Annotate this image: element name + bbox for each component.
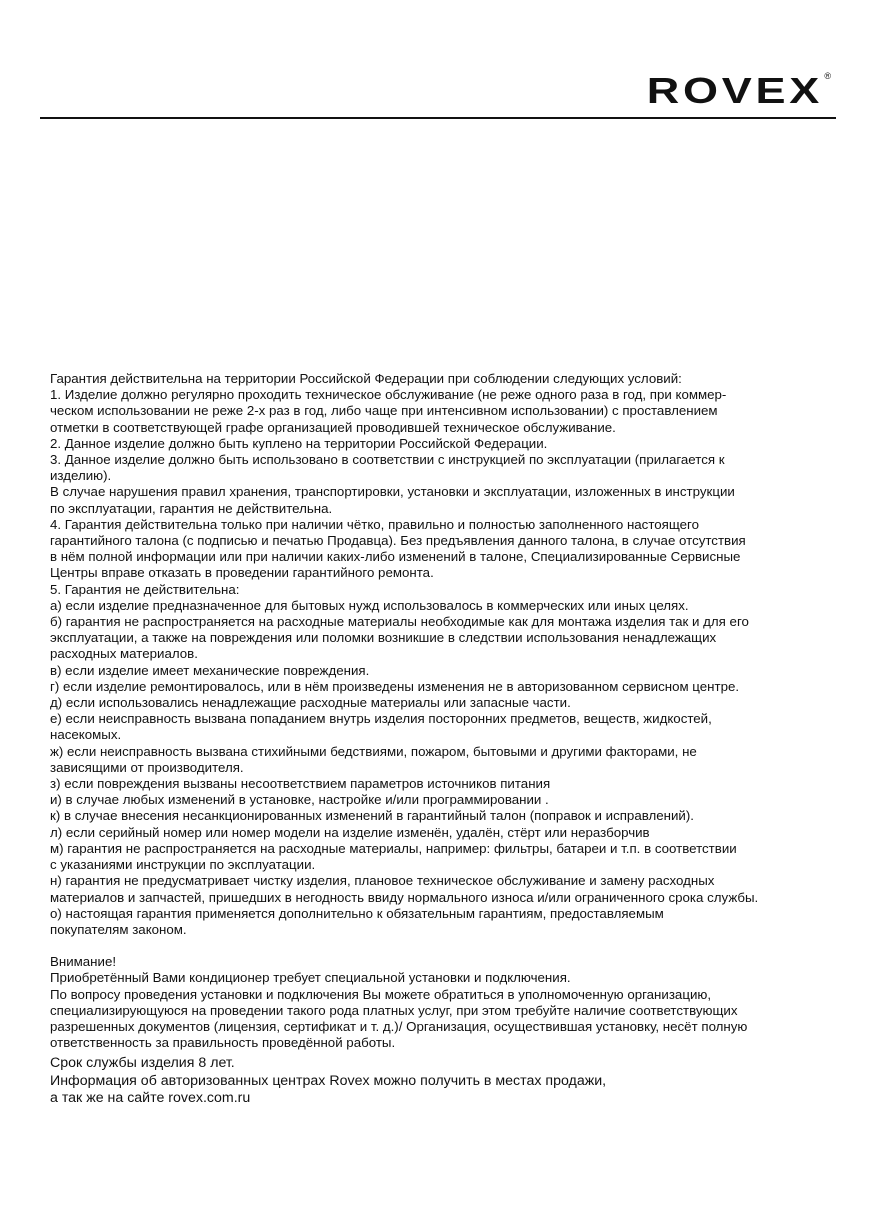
text-line: д) если использовались ненадлежащие расходные материалы или запасные части. <box>50 695 571 711</box>
text-line: о) настоящая гарантия применяется дополнительно к обязательным гарантиям, предоставляемым <box>50 905 664 921</box>
text-line: 4. Гарантия действительна только при наличии чётко, правильно и полностью заполненного настоящего <box>50 516 700 532</box>
text-line: покупателям законом. <box>50 921 187 937</box>
text-line: материалов и запчастей, пришедших в негодность ввиду нормального износа и/или ограниченного срока службы. <box>50 889 759 905</box>
text-line: ответственность за правильность проведённой работы. <box>50 1035 396 1051</box>
text-line: и) в случае любых изменений в установке, настройке и/или программировании . <box>50 792 549 808</box>
text-line: изделию). <box>50 468 112 484</box>
attention-heading: Внимание! <box>50 954 117 970</box>
text-line: по эксплуатации, гарантия не действительна. <box>50 500 333 516</box>
attention-notice <box>50 954 850 1051</box>
text-line: 5. Гарантия не действительна: <box>50 581 240 597</box>
text-line: 2. Данное изделие должно быть куплено на территории Российской Федерации. <box>50 435 548 451</box>
text-line: г) если изделие ремонтировалось, или в нём произведены изменения не в авторизованном сервисном центре. <box>50 678 740 694</box>
text-line: 3. Данное изделие должно быть использовано в соответствии с инструкцией по эксплуатации (прилагается к <box>50 452 725 468</box>
document-body <box>50 371 850 1108</box>
text-line: н) гарантия не предусматривает чистку изделия, плановое техническое обслуживание и замену расходных <box>50 873 715 889</box>
text-line: 1. Изделие должно регулярно проходить техническое обслуживание (не реже одного раза в год, при коммер- <box>50 387 727 403</box>
text-line: в) если изделие имеет механические повреждения. <box>50 662 370 678</box>
website-line: а так же на сайте rovex.com.ru <box>50 1090 251 1107</box>
text-line: В случае нарушения правил хранения, транспортировки, установки и эксплуатации, изложенных в инструкции <box>50 484 735 500</box>
text-line: в нём полной информации или при наличии каких-либо изменений в талоне, Специализированные Сервисные <box>50 549 741 565</box>
text-line: е) если неисправность вызвана попаданием внутрь изделия посторонних предметов, веществ, жидкостей, <box>50 711 712 727</box>
warranty-conditions <box>50 371 850 938</box>
text-line: специализирующуюся на проведении такого рода платных услуг, при этом требуйте наличие соответствующих <box>50 1002 738 1018</box>
text-line: расходных материалов. <box>50 646 198 662</box>
text-line: насекомых. <box>50 727 122 743</box>
logo-text: ROVEX <box>647 70 824 111</box>
text-line: б) гарантия не распространяется на расходные материалы необходимые как для монтажа изделия так и для его <box>50 614 749 630</box>
text-line: Приобретённый Вами кондиционер требует специальной установки и подключения. <box>50 970 571 986</box>
text-line: с указаниями инструкции по эксплуатации. <box>50 857 316 873</box>
service-info <box>50 1055 850 1108</box>
text-line: а) если изделие предназначенное для бытовых нужд использовалось в коммерческих или иных целях. <box>50 597 689 613</box>
text-line: Информация об авторизованных центрах Rovex можно получить в местах продажи, <box>50 1072 607 1089</box>
rovex-logo <box>647 70 831 111</box>
text-line: эксплуатации, а также на повреждения или поломки возникшие в следствии использования ненадлежащих <box>50 630 717 646</box>
text-line: гарантийного талона (с подписью и печатью Продавца). Без предъявления данного талона, в случае отсутствия <box>50 533 746 549</box>
text-line: зависящими от производителя. <box>50 759 244 775</box>
text-line: отметки в соответствующей графе организацией проводившей техническое обслуживание. <box>50 419 616 435</box>
text-line: ж) если неисправность вызвана стихийными бедствиями, пожаром, бытовыми и другими факторами, не <box>50 743 697 759</box>
paragraph-gap <box>50 938 850 954</box>
text-line: Центры вправе отказать в проведении гарантийного ремонта. <box>50 565 434 581</box>
registered-mark: ® <box>824 71 831 81</box>
text-line: м) гарантия не распространяется на расходные материалы, например: фильтры, батареи и т.п. в соответствии <box>50 840 737 856</box>
text-line: з) если повреждения вызваны несоответствием параметров источников питания <box>50 776 551 792</box>
text-line: к) в случае внесения несанкционированных изменений в гарантийный талон (поправок и исправлений). <box>50 808 694 824</box>
text-line: Гарантия действительна на территории Российской Федерации при соблюдении следующих условий: <box>50 371 682 386</box>
text-line: разрешенных документов (лицензия, сертификат и т. д.)/ Организация, осуществившая установку, несёт полную <box>50 1018 748 1034</box>
service-life-line: Срок службы изделия 8 лет. <box>50 1055 235 1072</box>
text-line: л) если серийный номер или номер модели на изделие изменён, удалён, стёрт или неразборчив <box>50 824 650 840</box>
text-line: По вопросу проведения установки и подключения Вы можете обратиться в уполномоченную организацию, <box>50 986 712 1002</box>
text-line: ческом использовании не реже 2-х раз в год, либо чаще при интенсивном использовании) с проставлением <box>50 403 718 419</box>
header-divider <box>40 117 836 119</box>
